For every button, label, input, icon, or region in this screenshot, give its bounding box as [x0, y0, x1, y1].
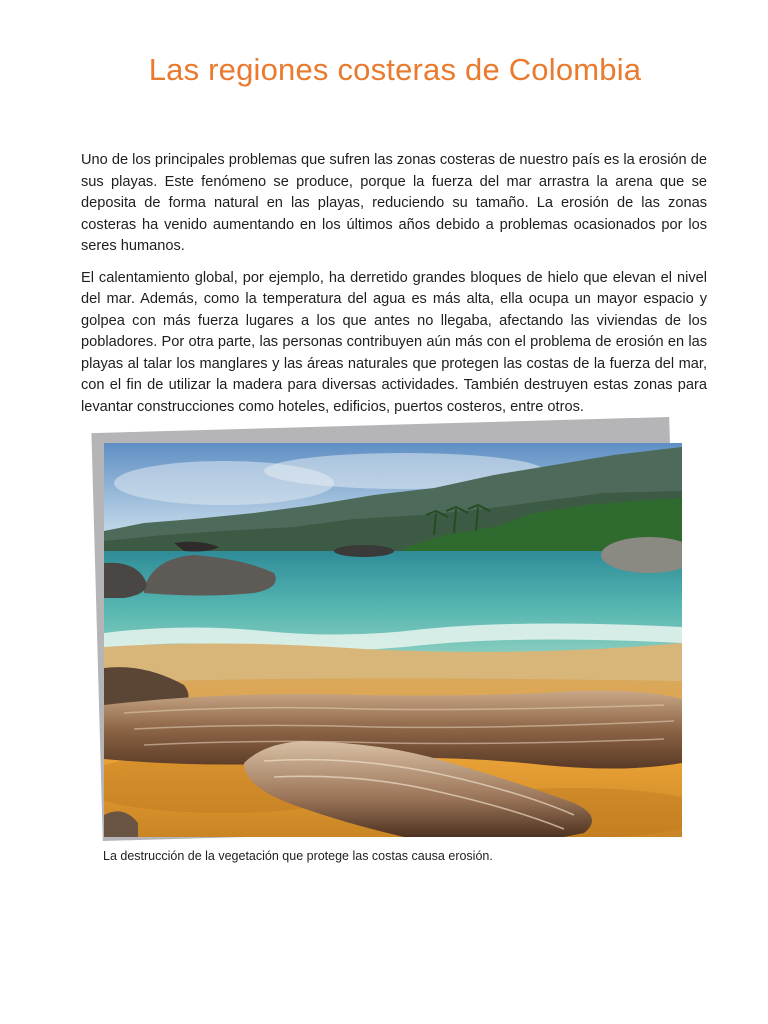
page-title: Las regiones costeras de Colombia [148, 52, 642, 87]
beach-photo [104, 443, 682, 837]
paragraph-global-warming: El calentamiento global, por ejemplo, ha derretido grandes bloques de hielo que elevan el nivel del mar. Además, como la temperatura del agua es más alta, ella ocupa un mayor espacio y golpea con más fuerza lugares a los que antes no llegaba, afectando las viviendas de los pobladores. Por otra parte, las personas contribuyen aún más con el problema de erosión en las playas al talar los manglares y las áreas naturales que protegen las costas de la fuerza del mar, con el fin de utilizar la madera para diversas actividades. También destruyen estas zonas para levantar construcciones como hoteles, edificios, puertos costeros, entre otros. [81, 269, 707, 415]
photo-frame [97, 425, 677, 835]
article-body [81, 150, 707, 428]
photo-caption: La destrucción de la vegetación que protege las costas causa erosión. [103, 849, 493, 863]
paragraph-erosion-intro: Uno de los principales problemas que sufren las zonas costeras de nuestro país es la erosión de sus playas. Este fenómeno se produce, porque la fuerza del mar arrastra la arena que se deposita de forma natural en las playas, reduciendo su tamaño. La erosión de las zonas costeras ha venido aumentando en los últimos años debido a problemas ocasionados por los seres humanos. [81, 152, 707, 254]
